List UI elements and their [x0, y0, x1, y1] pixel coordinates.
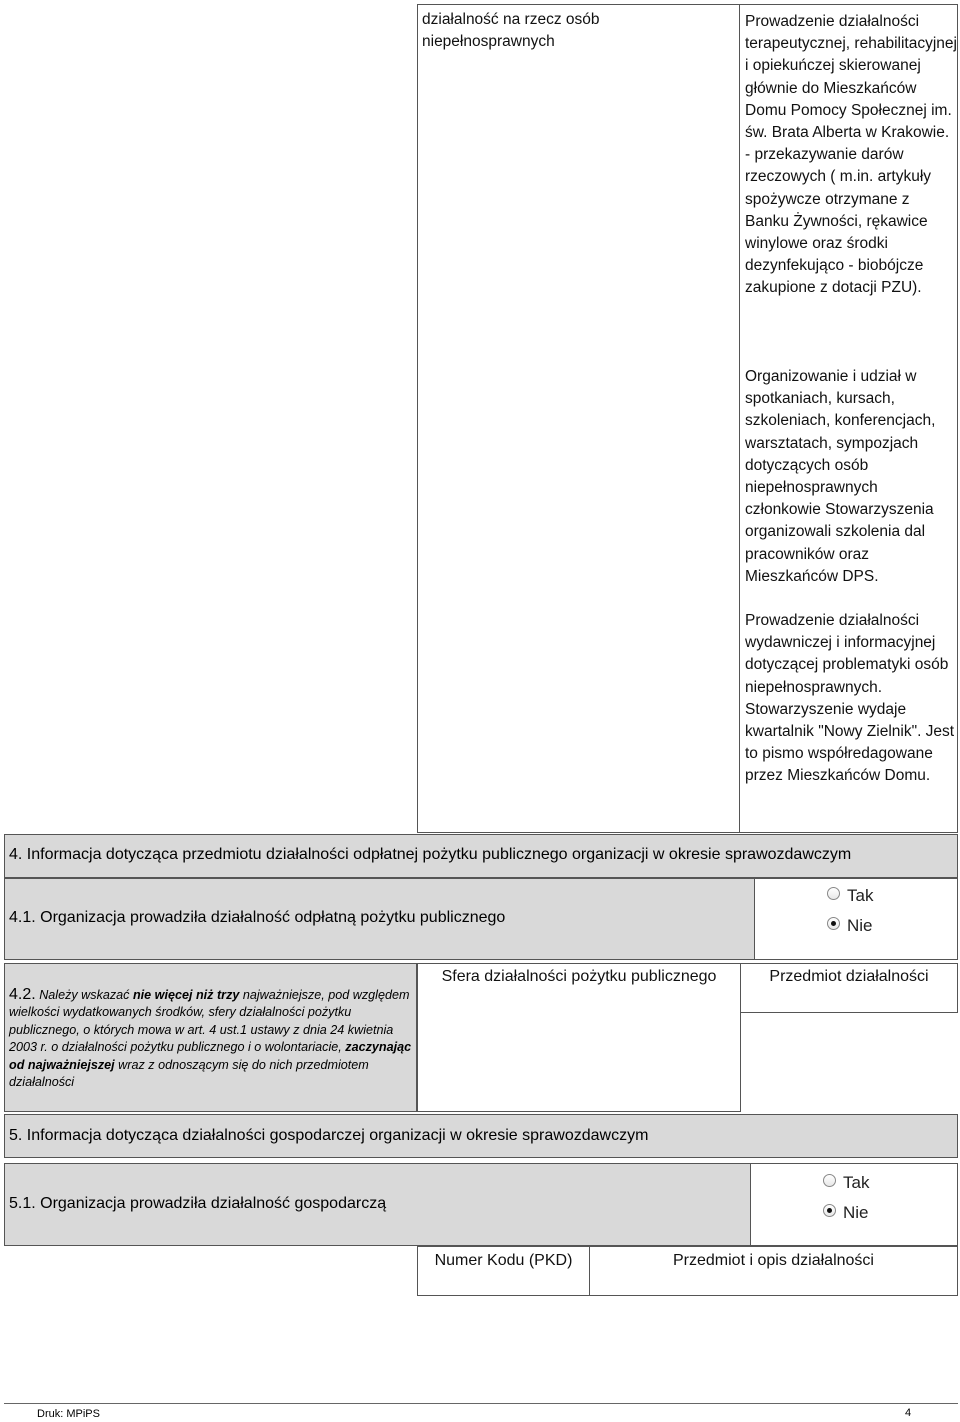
q41-tak-radio[interactable] [827, 887, 840, 900]
q51-option-nie[interactable] [823, 1198, 957, 1228]
section-4-title-bar [4, 834, 958, 878]
q42-text-3: wraz z odnoszącym się do nich przedmiotem działalności [9, 1057, 369, 1090]
q51-tak-radio[interactable] [823, 1174, 836, 1187]
col-area-header [417, 963, 741, 1112]
q41-options-cell [754, 878, 958, 960]
q41-nie-label: Nie [847, 916, 873, 935]
footer-rule [4, 1403, 958, 1404]
col-pkd-header [417, 1246, 590, 1296]
section-5-title: 5. Informacja dotycząca działalności gospodarczej organizacji w okresie sprawozdawczym [9, 1127, 649, 1144]
col-desc-header [589, 1246, 958, 1296]
section-5-title-bar [4, 1114, 958, 1158]
q51-nie-radio[interactable] [823, 1204, 836, 1217]
q41-option-nie[interactable] [827, 911, 957, 941]
q42-bold-1: nie więcej niż trzy [132, 988, 240, 1002]
area-cell [417, 4, 740, 833]
q51-tak-label: Tak [843, 1173, 870, 1192]
q41-nie-radio[interactable] [827, 917, 840, 930]
col-subject-label: Przedmiot działalności [769, 968, 929, 985]
col-area-label: Sfera działalności pożytku publicznego [441, 968, 717, 985]
section-4-title: 4. Informacja dotycząca przedmiotu działalności odpłatnej pożytku publicznego organizacji w okresie sprawozdawczym [9, 846, 852, 863]
q41-option-tak[interactable] [827, 881, 957, 911]
activity-3: Prowadzenie działalności wydawniczej i informacyjnej dotyczącej problematyki osób niepełnosprawnych. Stowarzyszenie wydaje kwartalnik "Nowy Zielnik". Jest to pismo współredagowane przez Mieszkańców Domu. [745, 612, 955, 785]
footer-print-label: Druk: MPiPS [37, 1408, 100, 1420]
activities-cell [739, 4, 958, 833]
q42-bold-2: zaczynając od najważniejszej [9, 1040, 412, 1072]
q42-number: 4.2. [9, 986, 36, 1003]
q51-options-cell [750, 1163, 958, 1246]
q41-label: 4.1. Organizacja prowadziła działalność odpłatną pożytku publicznego [9, 909, 506, 926]
q51-label-cell [4, 1163, 751, 1246]
area-text: działalność na rzecz osób niepełnosprawnych [422, 11, 600, 51]
q42-text-2: najważniejsze, pod względem wielkości wydatkowanych środków, sfery działalności pożytku publicznego, o których mowa w art. 4 ust.1 ustawy z dnia 24 kwietnia 2003 r. o działalności pożytku publicznego i o wolontariacie, [9, 988, 410, 1055]
q51-option-tak[interactable] [823, 1168, 957, 1198]
col-subject-header [740, 963, 958, 1013]
q41-tak-label: Tak [847, 886, 874, 905]
activity-1: Prowadzenie działalności terapeutycznej, rehabilitacyjnej i opiekuńczej skierowanej głównie do Mieszkańców Domu Pomocy Społecznej im. św. Brata Alberta w Krakowie. - przekazywanie darów rzeczowych ( m.in. artykuły spożywcze otrzymane z Banku Żywności, rękawice winylowe oraz środki dezynfekująco - biobójcze zakupione z dotacji PZU). [745, 13, 957, 297]
footer-page-number: 4 [905, 1407, 912, 1419]
q42-instruction [9, 986, 412, 1091]
col-desc-label: Przedmiot i opis działalności [673, 1252, 874, 1269]
q51-nie-label: Nie [843, 1203, 869, 1222]
col-pkd-label: Numer Kodu (PKD) [434, 1252, 573, 1269]
activity-2: Organizowanie i udział w spotkaniach, kursach, szkoleniach, konferencjach, warsztatach, sympozjach dotyczących osób niepełnosprawnych członkowie Stowarzyszenia organizowali szkolenia dal pracowników oraz Mieszkańców DPS. [745, 368, 936, 585]
q51-label: 5.1. Organizacja prowadziła działalność gospodarczą [9, 1195, 387, 1212]
q42-text-1: Należy wskazać [39, 988, 133, 1002]
q41-label-cell [4, 878, 755, 960]
q42-instruction-cell [4, 963, 417, 1112]
